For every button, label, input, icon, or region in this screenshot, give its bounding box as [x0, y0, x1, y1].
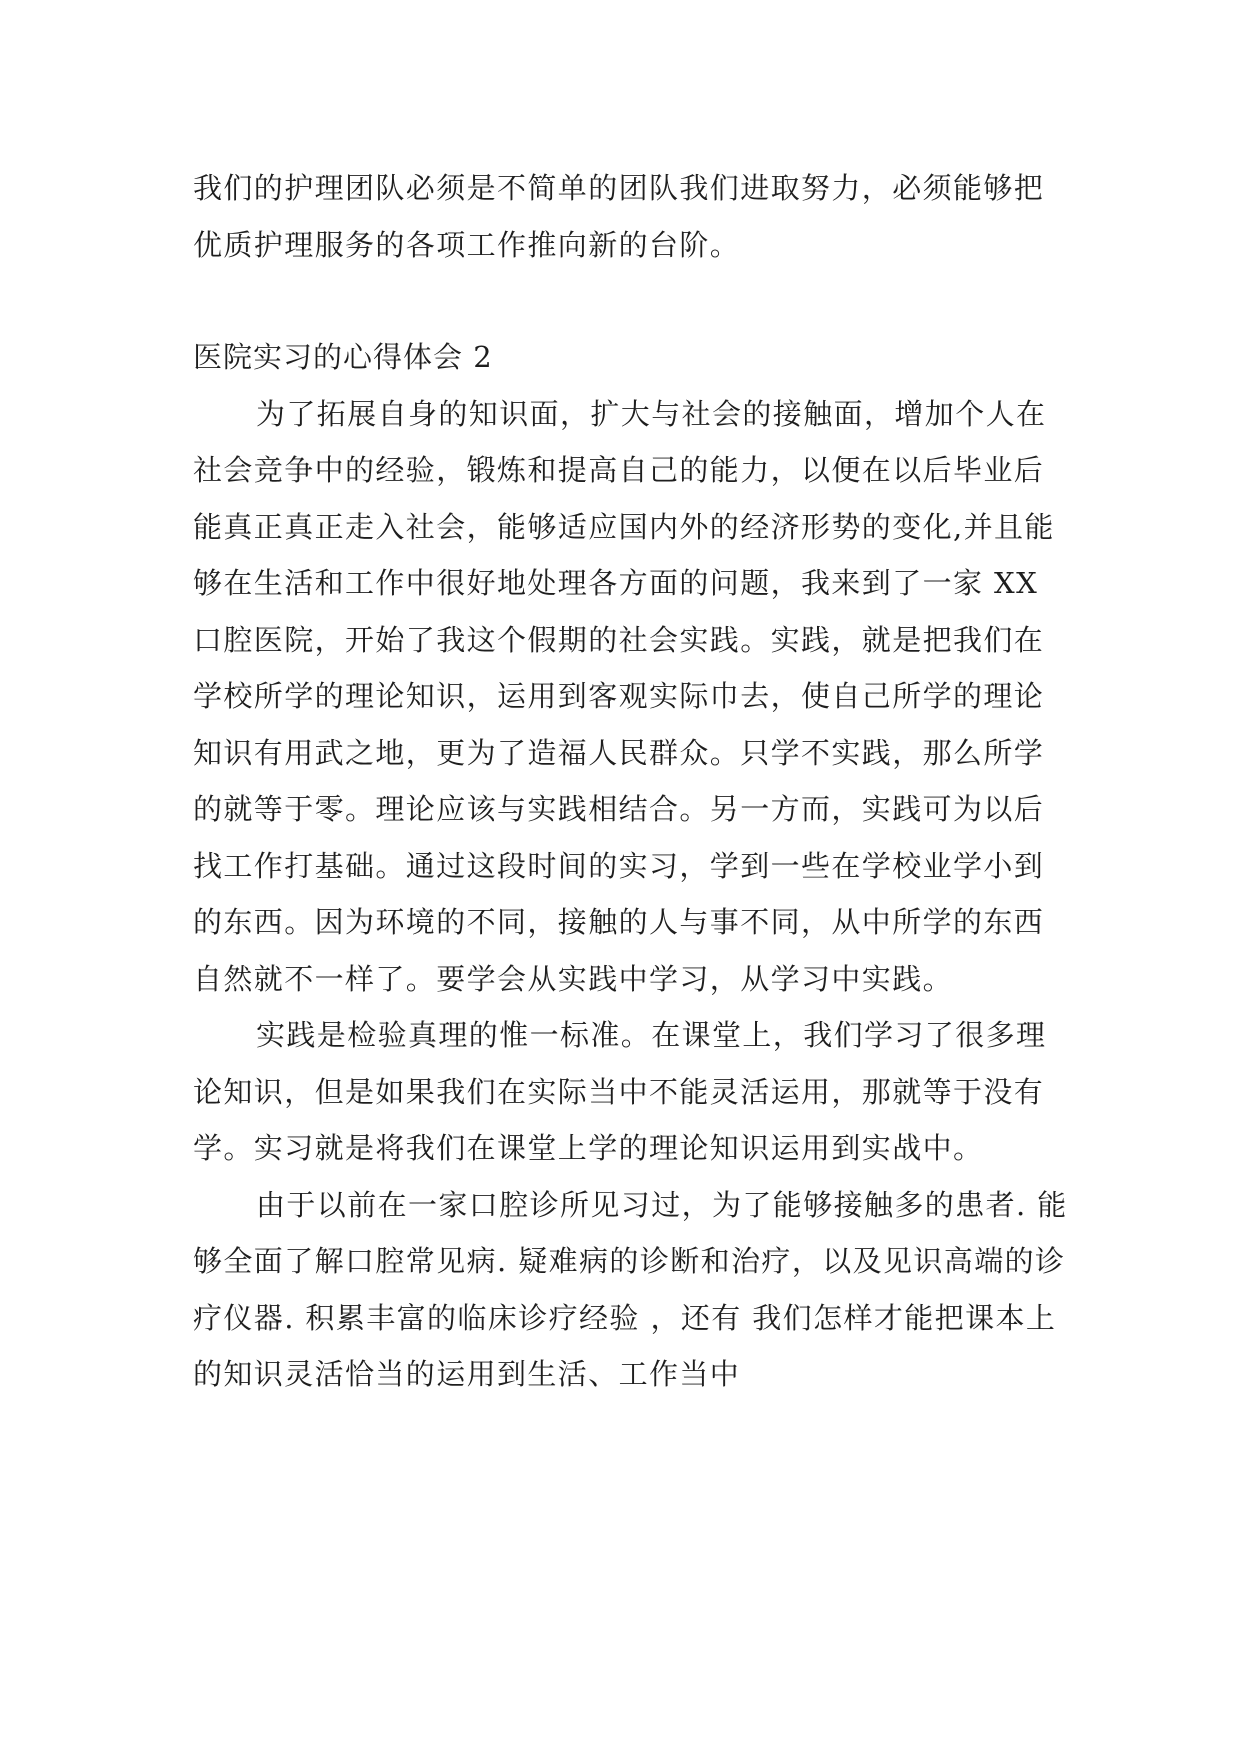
section-spacer: [193, 273, 1073, 329]
document-body: [193, 160, 1073, 1403]
intro-paragraph: 我们的护理团队必须是不简单的团队我们进取努力，必须能够把优质护理服务的各项工作推向新的台阶。: [193, 171, 1045, 262]
body-paragraph-3: 由于以前在一家口腔诊所见习过，为了能够接触多的患者. 能够全面了解口腔常见病. 疑难病的诊断和治疗，以及见识高端的诊疗仪器. 积累丰富的临床诊疗经验 ，还有 我们怎样才能把课本上的知识灵活恰当的运用到生活、工作当中: [193, 1187, 1068, 1391]
section-heading: 医院实习的心得体会 2: [193, 340, 493, 374]
body-paragraph-1: 为了拓展自身的知识面，扩大与社会的接触面，增加个人在社会竞争中的经验，锻炼和提高自己的能力，以便在以后毕业后能真正真正走入社会，能够适应国内外的经济形势的变化,并且能够在生活和工作中很好地处理各方面的问题，我来到了一家 XX 口腔医院，开始了我这个假期的社会实践。实践，就是把我们在学校所学的理论知识，运用到客观实际巾去，使自己所学的理论知识有用武之地，更为了造福人民群众。只学不实践，那么所学的就等于零。理论应该与实践相结合。另一方而，实践可为以后找工作打基础。通过这段时间的实习，学到一些在学校业学小到的东西。因为环境的不同，接触的人与事不同，从中所学的东西自然就不一样了。要学会从实践中学习，从学习中实践。: [193, 396, 1055, 996]
body-paragraph-2: 实践是检验真理的惟一标准。在课堂上，我们学习了很多理论知识，但是如果我们在实际当中不能灵活运用，那就等于没有学。实习就是将我们在课堂上学的理论知识运用到实战中。: [193, 1018, 1047, 1165]
